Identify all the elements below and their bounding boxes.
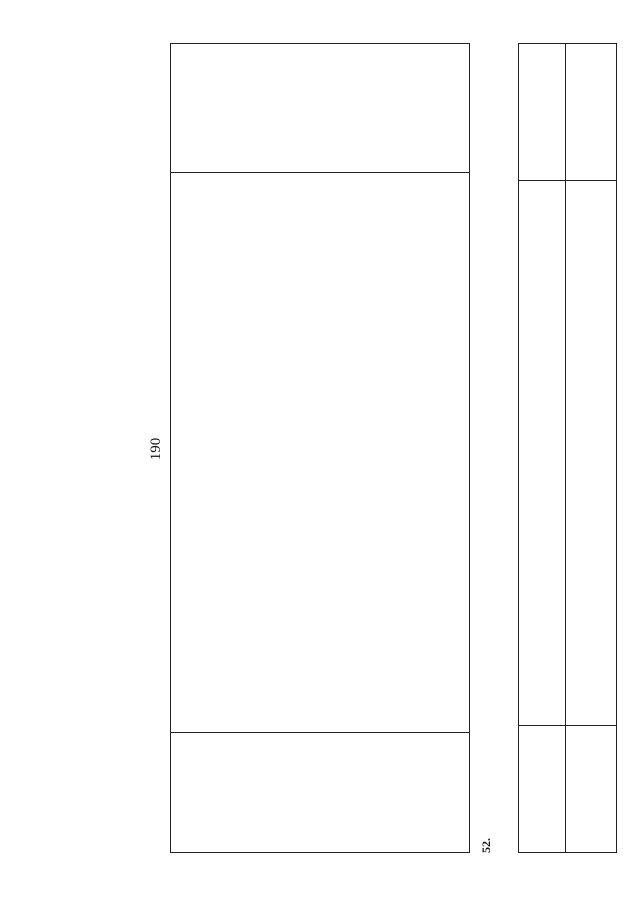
page-number: 190	[148, 437, 164, 461]
section-heading: 52.	[479, 838, 493, 853]
measures-table-header-row	[519, 44, 566, 853]
column-header-content	[519, 180, 566, 725]
column-header-name	[519, 725, 566, 852]
column-header-format	[519, 44, 566, 181]
row-name-cell	[566, 725, 617, 852]
continued-table-content-cell	[171, 172, 469, 732]
table-row	[566, 44, 617, 853]
continued-table	[170, 43, 470, 853]
row-format-cell	[566, 44, 617, 181]
continued-table-format-cell	[171, 42, 469, 172]
continued-table-name-cell	[171, 732, 469, 852]
measures-table	[518, 43, 617, 853]
row-content-cell	[566, 180, 617, 725]
